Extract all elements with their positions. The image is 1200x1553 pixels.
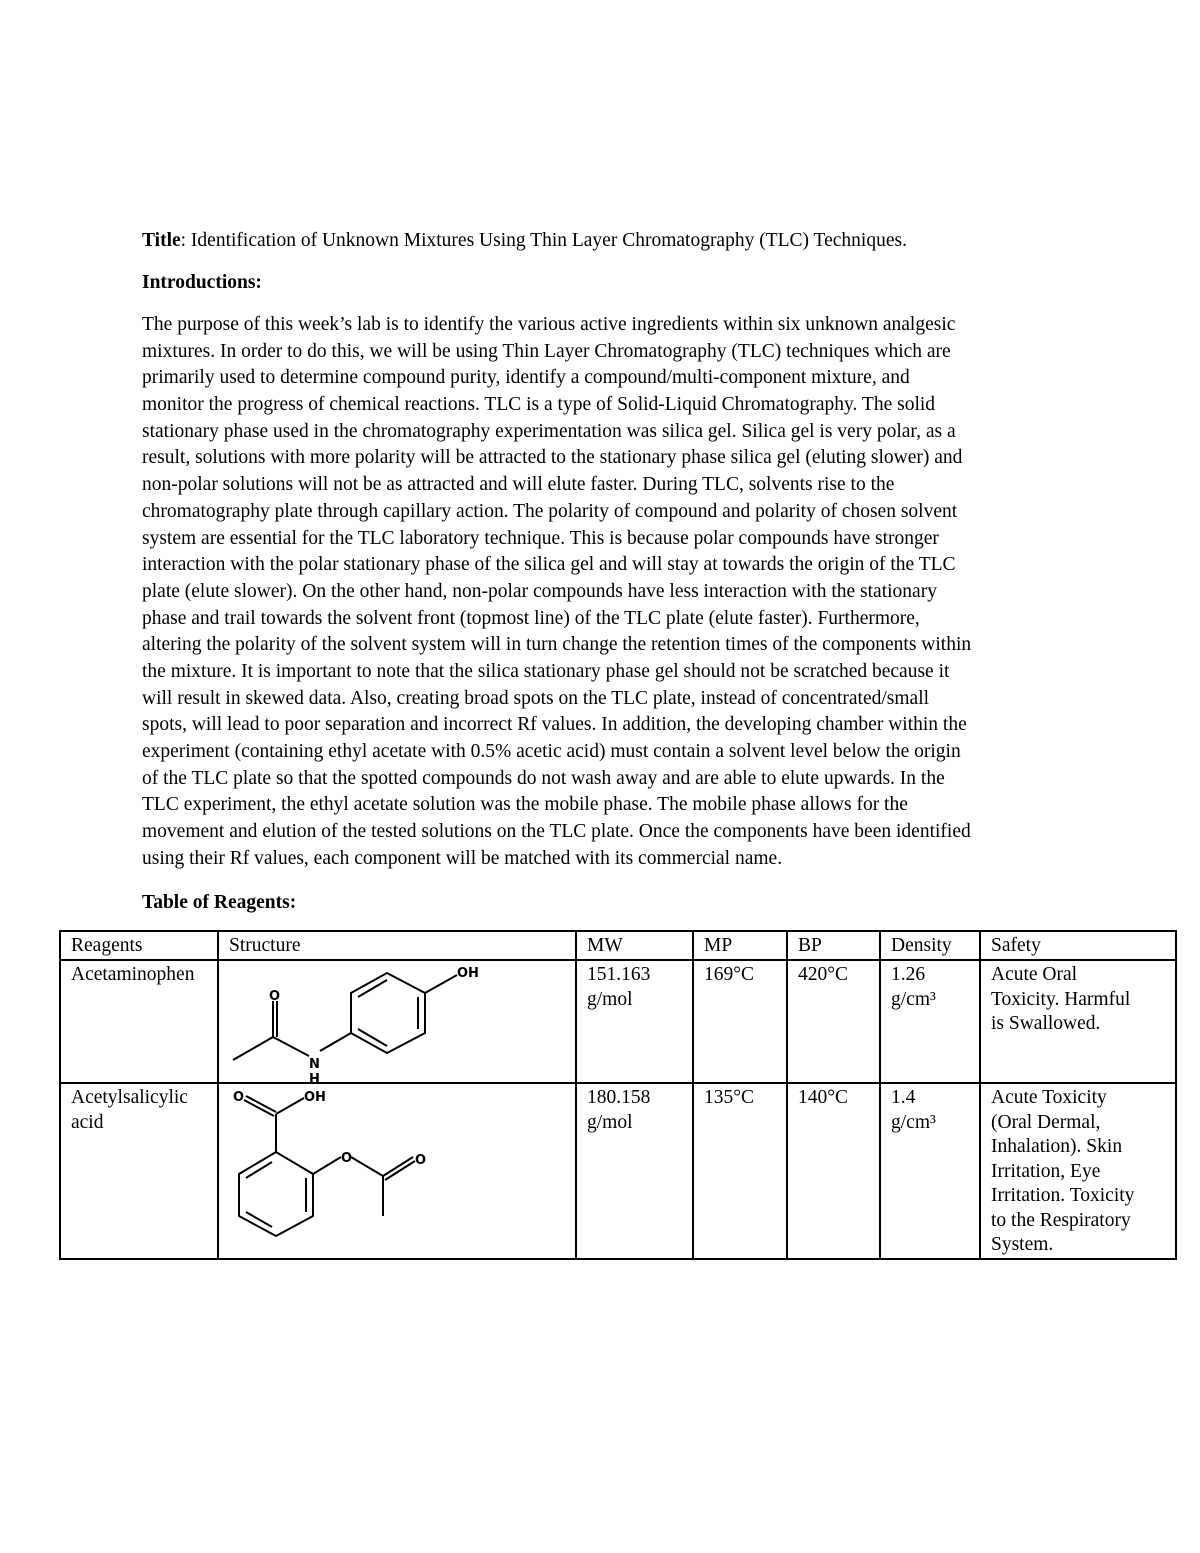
paragraph-line: plate (elute slower). On the other hand, non-polar compounds have less interaction with the stationary bbox=[142, 580, 937, 602]
boiling-point: 140°C bbox=[787, 1083, 880, 1259]
acetylsalicylic-acid-structure bbox=[219, 1084, 577, 1255]
paragraph-line: phase and trail towards the solvent front (topmost line) of the TLC plate (elute faster). Furthermore, bbox=[142, 607, 920, 629]
paragraph-line: will result in skewed data. Also, creating broad spots on the TLC plate, instead of concentrated/small bbox=[142, 687, 930, 709]
column-header: MP bbox=[693, 931, 787, 960]
paragraph-line: chromatography plate through capillary action. The polarity of compound and polarity of chosen solvent bbox=[142, 500, 958, 522]
reagents-table bbox=[59, 930, 1177, 1260]
paragraph-line: monitor the progress of chemical reactions. TLC is a type of Solid-Liquid Chromatography. The solid bbox=[142, 394, 936, 416]
column-header: MW bbox=[576, 931, 693, 960]
safety-line: Inhalation). Skin bbox=[991, 1136, 1123, 1157]
paragraph-line: mixtures. In order to do this, we will be using Thin Layer Chromatography (TLC) techniques which are bbox=[142, 340, 951, 362]
nitrogen-atom-label: N bbox=[309, 1057, 320, 1072]
column-header: Structure bbox=[218, 931, 576, 960]
safety-line: Acute Toxicity bbox=[991, 1087, 1107, 1108]
mw-unit: g/mol bbox=[587, 1111, 633, 1133]
reagent-name-line: Acetylsalicylic bbox=[71, 1087, 188, 1108]
paragraph-line: movement and elution of the tested solutions on the TLC plate. Once the components have been identified bbox=[142, 821, 971, 843]
introduction-paragraph bbox=[142, 312, 1082, 872]
mw-unit: g/mol bbox=[587, 988, 633, 1010]
safety-line: Acute Oral bbox=[991, 964, 1078, 985]
mw-value: 180.158 bbox=[587, 1087, 651, 1108]
paragraph-line: result, solutions with more polarity will be attracted to the stationary phase silica gel (eluting slower) and bbox=[142, 447, 963, 469]
acetyl-oxygen-label: O bbox=[415, 1153, 427, 1168]
paragraph-line: TLC experiment, the ethyl acetate solution was the mobile phase. The mobile phase allows for the bbox=[142, 794, 908, 816]
column-header: Safety bbox=[980, 931, 1176, 960]
column-header: Reagents bbox=[60, 931, 218, 960]
paragraph-line: system are essential for the TLC laboratory technique. This is because polar compounds have stronger bbox=[142, 527, 939, 549]
paragraph-line: non-polar solutions will not be as attracted and will elute faster. During TLC, solvents rise to the bbox=[142, 474, 895, 496]
hydrogen-atom-label: H bbox=[309, 1072, 320, 1082]
molecular-weight bbox=[576, 960, 693, 1083]
hydroxyl-label: OH bbox=[304, 1090, 326, 1105]
carbonyl-oxygen-label: O bbox=[233, 1090, 245, 1105]
reagent-name bbox=[60, 1083, 218, 1259]
column-header: BP bbox=[787, 931, 880, 960]
table-row bbox=[60, 960, 1176, 1083]
paragraph-line: stationary phase used in the chromatography experimentation was silica gel. Silica gel is very polar, as a bbox=[142, 420, 956, 442]
paragraph-line: primarily used to determine compound purity, identify a compound/multi-component mixture, and bbox=[142, 367, 910, 389]
mw-value: 151.163 bbox=[587, 964, 651, 985]
safety-line: System. bbox=[991, 1234, 1054, 1255]
safety-line: Toxicity. Harmful bbox=[991, 988, 1131, 1010]
safety-line: to the Respiratory bbox=[991, 1209, 1131, 1231]
title-text: : Identification of Unknown Mixtures Using Thin Layer Chromatography (TLC) Techniques. bbox=[180, 230, 907, 251]
density bbox=[880, 960, 980, 1083]
boiling-point: 420°C bbox=[787, 960, 880, 1083]
paragraph-line: of the TLC plate so that the spotted compounds do not wash away and are able to elute upwards. In the bbox=[142, 767, 945, 789]
density-value: 1.26 bbox=[891, 964, 926, 985]
title-label: Title bbox=[142, 230, 181, 251]
density-unit: g/cm³ bbox=[891, 988, 936, 1010]
introduction-heading: Introductions: bbox=[142, 272, 262, 293]
hydroxyl-label: OH bbox=[457, 966, 479, 981]
density-unit: g/cm³ bbox=[891, 1111, 936, 1133]
table-header-row bbox=[60, 931, 1176, 960]
structure-cell bbox=[218, 960, 576, 1083]
document-title bbox=[142, 228, 1102, 254]
structure-cell bbox=[218, 1083, 576, 1259]
reagent-name: Acetaminophen bbox=[60, 960, 218, 1083]
paragraph-line: spots, will lead to poor separation and incorrect Rf values. In addition, the developing chamber within the bbox=[142, 714, 967, 736]
table-row bbox=[60, 1083, 1176, 1259]
safety bbox=[980, 960, 1176, 1083]
paragraph-line: altering the polarity of the solvent system will in turn change the retention times of the components within bbox=[142, 634, 972, 656]
density-value: 1.4 bbox=[891, 1087, 916, 1108]
oxygen-atom-label: O bbox=[269, 989, 281, 1004]
paragraph-line: the mixture. It is important to note that the silica stationary phase gel should not be scratched because it bbox=[142, 660, 950, 682]
reagent-name-line: acid bbox=[71, 1111, 104, 1133]
safety bbox=[980, 1083, 1176, 1259]
paragraph-line: using their Rf values, each component will be matched with its commercial name. bbox=[142, 847, 783, 869]
safety-line: Irritation, Eye bbox=[991, 1160, 1101, 1182]
density bbox=[880, 1083, 980, 1259]
safety-line: is Swallowed. bbox=[991, 1013, 1101, 1034]
paragraph-line: experiment (containing ethyl acetate with 0.5% acetic acid) must contain a solvent level below the origin bbox=[142, 741, 961, 762]
safety-line: (Oral Dermal, bbox=[991, 1111, 1101, 1133]
melting-point: 135°C bbox=[693, 1083, 787, 1259]
ester-oxygen-label: O bbox=[341, 1151, 353, 1166]
paragraph-line: The purpose of this week’s lab is to identify the various active ingredients within six unknown analgesic bbox=[142, 314, 956, 335]
safety-line: Irritation. Toxicity bbox=[991, 1185, 1135, 1206]
table-heading: Table of Reagents: bbox=[142, 892, 297, 913]
column-header: Density bbox=[880, 931, 980, 960]
melting-point: 169°C bbox=[693, 960, 787, 1083]
acetaminophen-structure bbox=[219, 961, 577, 1082]
paragraph-line: interaction with the polar stationary phase of the silica gel and will stay at towards the origin of the TLC bbox=[142, 554, 956, 576]
molecular-weight bbox=[576, 1083, 693, 1259]
